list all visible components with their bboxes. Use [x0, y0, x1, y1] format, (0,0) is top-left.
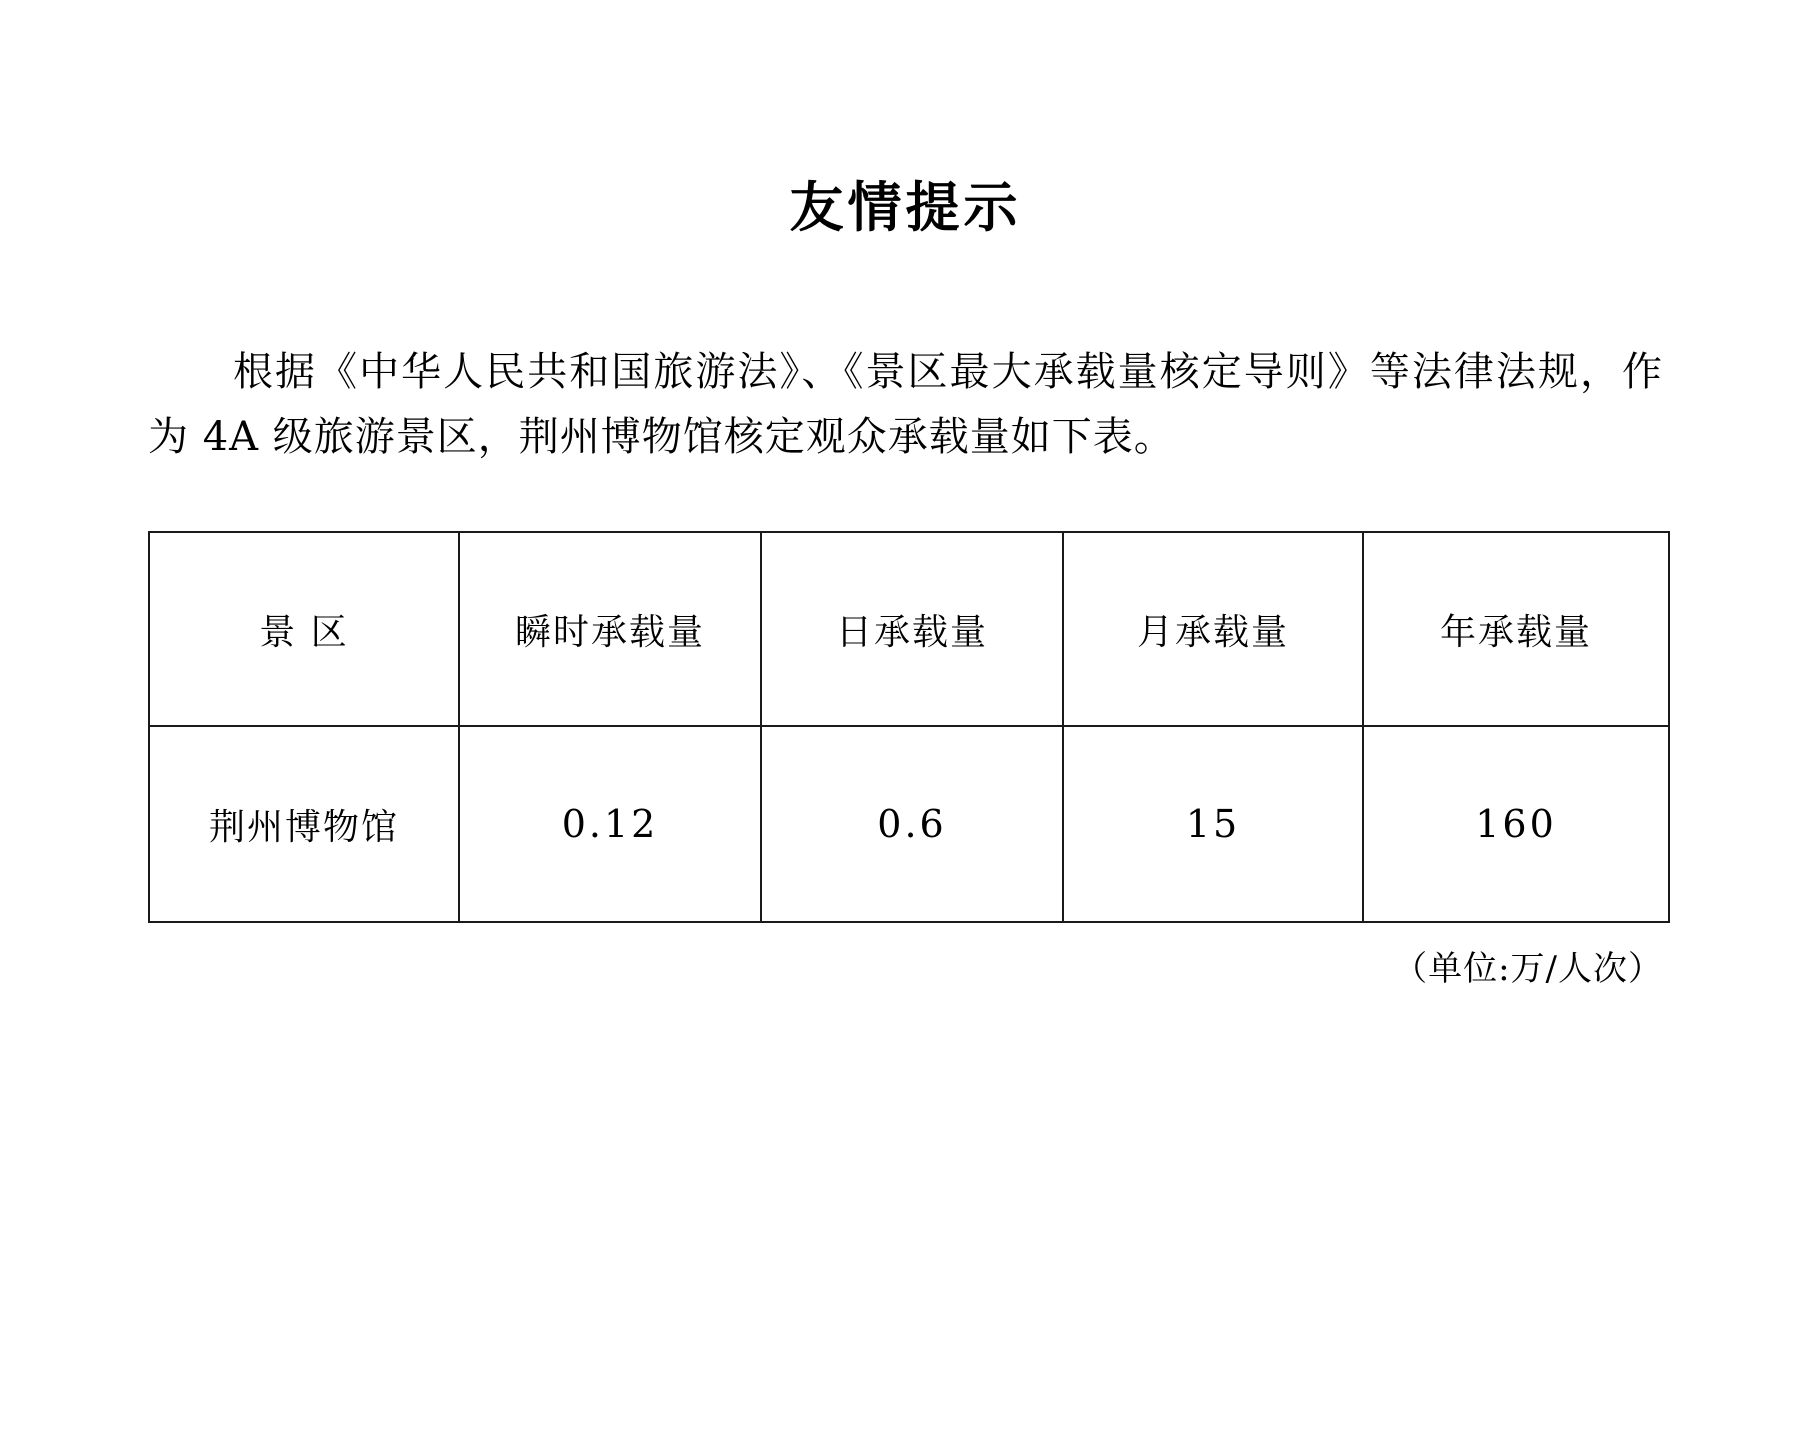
capacity-table — [148, 531, 1670, 923]
table-row — [149, 726, 1669, 922]
table-header-daily-capacity: 日承载量 — [761, 532, 1063, 726]
table-header-instant-capacity: 瞬时承载量 — [459, 532, 761, 726]
table-header-scenic-area: 景 区 — [149, 532, 459, 726]
page-title: 友情提示 — [789, 175, 1022, 239]
cell-monthly-capacity: 15 — [1063, 726, 1363, 922]
cell-instant-capacity: 0.12 — [459, 726, 761, 922]
unit-note: （单位:万/人次） — [1393, 949, 1663, 990]
cell-scenic-area: 荆州博物馆 — [149, 726, 459, 922]
document-page — [0, 175, 1811, 1455]
cell-yearly-capacity: 160 — [1363, 726, 1669, 922]
table-header-monthly-capacity: 月承载量 — [1063, 532, 1363, 726]
paragraph-text: 根据《中华人民共和国旅游法》、《景区最大承载量核定导则》等法律法规，作为 4A 级旅游景区，荆州博物馆核定观众承载量如下表。 — [148, 348, 1663, 460]
table-header-row — [149, 532, 1669, 726]
cell-daily-capacity: 0.6 — [761, 726, 1063, 922]
table-header-yearly-capacity: 年承载量 — [1363, 532, 1669, 726]
body-paragraph — [148, 340, 1663, 470]
